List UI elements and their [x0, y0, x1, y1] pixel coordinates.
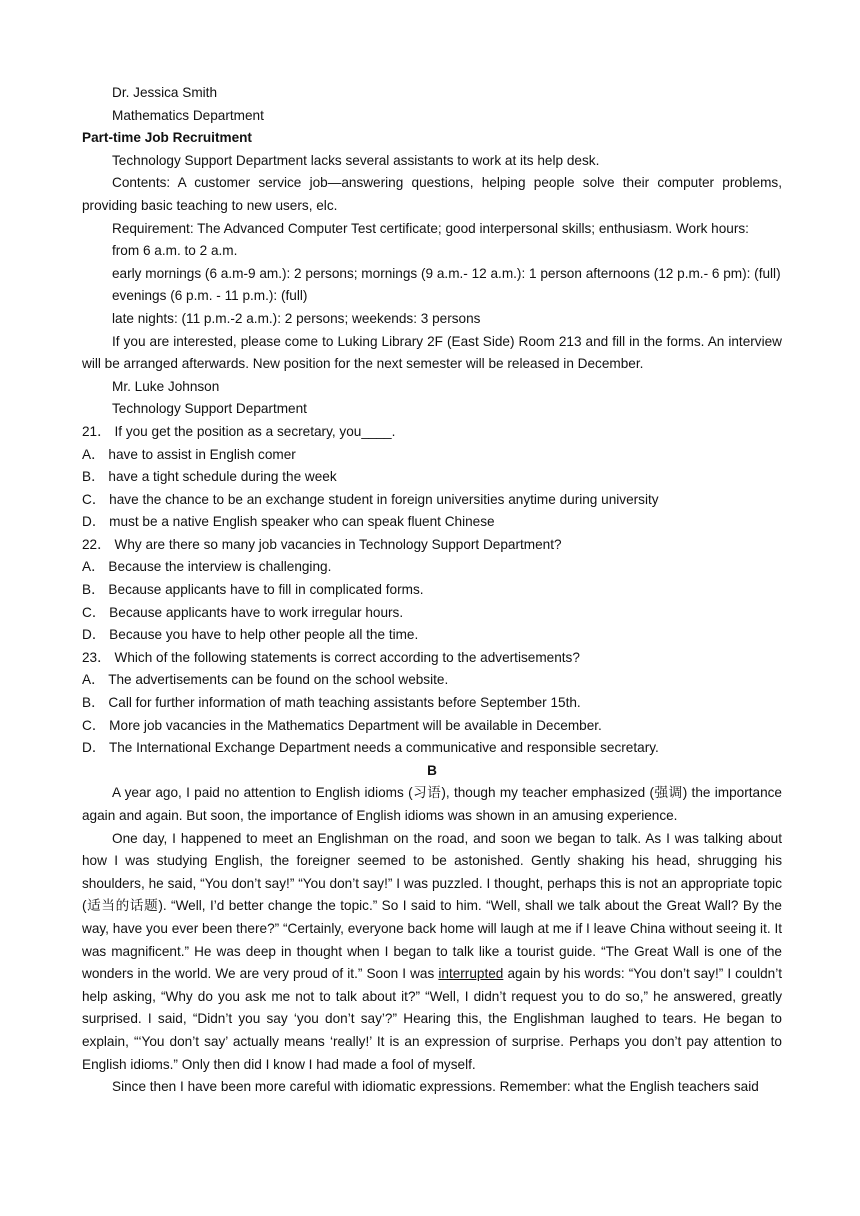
option-c: C． have the chance to be an exchange student in foreign universities anytime during university — [82, 491, 659, 507]
job-signoff-department: Technology Support Department — [112, 401, 307, 417]
underlined-word: interrupted — [438, 966, 504, 982]
option-b: B． Because applicants have to fill in complicated forms. — [82, 582, 424, 598]
job-apply: If you are interested, please come to Luking Library 2F (East Side) Room 213 and fill in the forms. An interview will be arranged afterwards. New position for the next semester will be released in December. — [82, 333, 782, 372]
option-c: C． Because applicants have to work irregular hours. — [82, 604, 404, 620]
option-b: B． Call for further information of math teaching assistants before September 15th. — [82, 695, 581, 711]
document-page — [82, 82, 782, 1099]
option-d: D． Because you have to help other people all the time. — [82, 627, 419, 643]
job-requirement: Requirement: The Advanced Computer Test certificate; good interpersonal skills; enthusiasm. Work hours: — [112, 220, 749, 236]
option-a: A． Because the interview is challenging. — [82, 559, 332, 575]
question-stem: 22． Why are there so many job vacancies in Technology Support Department? — [82, 536, 562, 552]
option-d: D． must be a native English speaker who can speak fluent Chinese — [82, 514, 495, 530]
signoff-name: Dr. Jessica Smith — [112, 85, 217, 100]
option-d: D． The International Exchange Department needs a communicative and responsible secretary. — [82, 740, 659, 756]
job-signoff-name: Mr. Luke Johnson — [112, 378, 220, 394]
passage-paragraph-1: A year ago, I paid no attention to English idioms (习语), though my teacher emphasized (强调) the importance again and again. But soon, the importance of English idioms was shown in an amusing experience. — [82, 785, 782, 823]
passage-paragraph-3: Since then I have been more careful with idiomatic expressions. Remember: what the English teachers said — [112, 1079, 759, 1095]
question-21 — [82, 421, 782, 534]
job-slots-2: evenings (6 p.m. - 11 p.m.): (full) — [112, 288, 308, 304]
option-b: B． have a tight schedule during the week — [82, 469, 337, 485]
paragraph-2-text-before: One day, I happened to meet an Englishman on the road, and soon we began to talk. As I was talking about how I was studying English, the foreigner seemed to be astonished. Gently shaking his head, shrugging his shoulders, he said, “You don’t say!” “You don’t say!” I was puzzled. I thought, perhaps this is not an appropriate topic (适当的话题). “Well, I’d better change the topic.” So I said to him. “Well, shall we talk about the Great Wall? By the way, have you ever been there?” “Certainly, everyone back home will laugh at me if I leave China without seeing it. It was magnificent.” He was deep in thought when I began to talk like a tourist guide. “The Great Wall is one of the wonders in the world. We are very proud of it.” Soon I was — [82, 830, 782, 982]
passage-paragraph-2 — [82, 828, 782, 1077]
option-a: A． have to assist in English comer — [82, 446, 296, 462]
job-heading: Part-time Job Recruitment — [82, 130, 252, 146]
job-intro: Technology Support Department lacks several assistants to work at its help desk. — [112, 152, 600, 168]
question-stem: 23． Which of the following statements is correct according to the advertisements? — [82, 649, 580, 665]
question-23 — [82, 647, 782, 760]
job-hours: from 6 a.m. to 2 a.m. — [112, 243, 238, 259]
question-stem: 21． If you get the position as a secretary, you____. — [82, 423, 396, 439]
section-b-heading: B — [427, 762, 437, 778]
job-contents: Contents: A customer service job—answering questions, helping people solve their computer problems, providing basic teaching to new users, elc. — [82, 175, 782, 213]
signoff-department: Mathematics Department — [112, 107, 264, 123]
job-slots-1: early mornings (6 a.m-9 am.): 2 persons; mornings (9 a.m.- 12 a.m.): 1 person afternoons (12 p.m.- 6 pm): (full) — [112, 265, 781, 281]
job-slots-3: late nights: (11 p.m.-2 a.m.): 2 persons; weekends: 3 persons — [112, 310, 481, 326]
paragraph-2-text-after: again by his words: “You don’t say!” I couldn’t help asking, “Why do you ask me not to talk about it?” “Well, I didn’t request you to do so,” he answered, greatly surprised. I said, “Didn’t you say ‘you don’t say’?” Hearing this, the Englishman laughed to tears. He began to explain, “‘You don’t say’ actually means ‘really!’ It is an expression of surprise. Perhaps you don’t pay attention to English idioms.” Only then did I know I had made a fool of myself. — [82, 966, 783, 1072]
question-22 — [82, 534, 782, 647]
option-c: C． More job vacancies in the Mathematics Department will be available in December. — [82, 717, 602, 733]
option-a: A． The advertisements can be found on the school website. — [82, 672, 449, 688]
